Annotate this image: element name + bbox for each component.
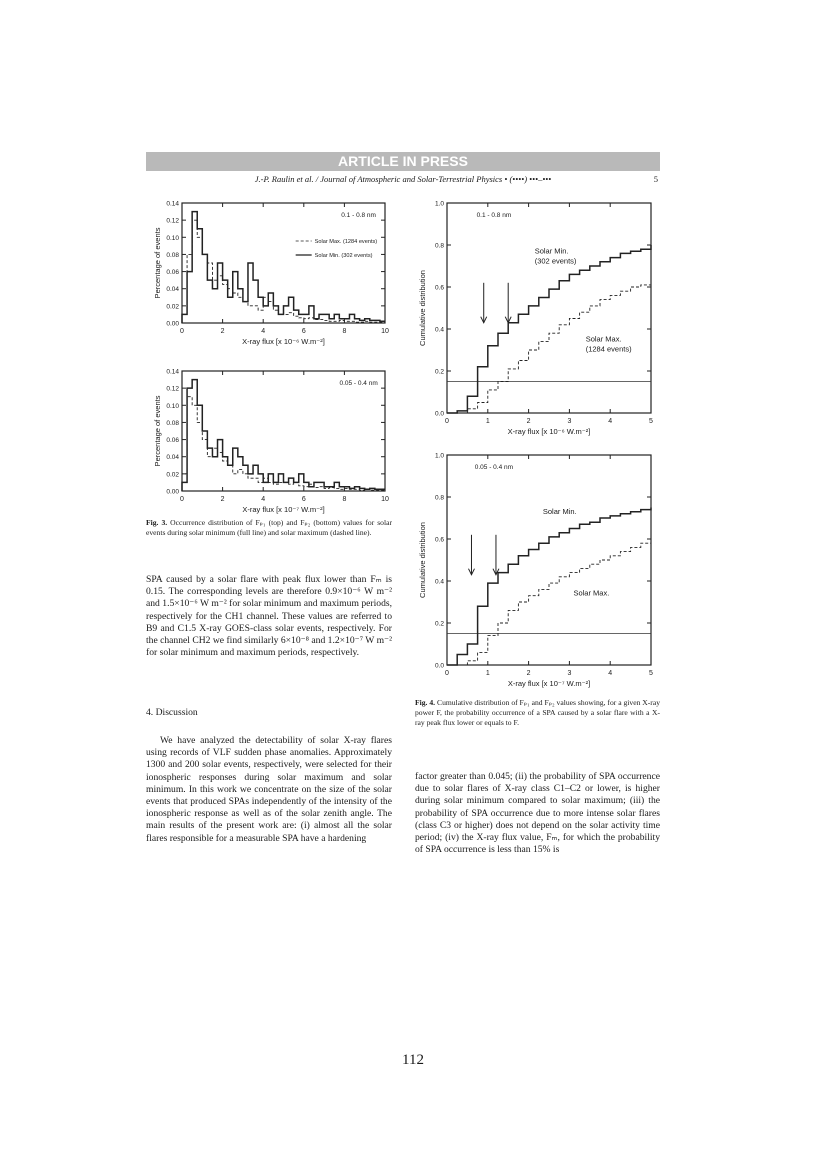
x-tick-label: 3 (567, 418, 572, 425)
y-tick-label: 0.0 (434, 662, 444, 670)
histogram-chart-top (150, 195, 395, 355)
series-label: (1284 events) (585, 344, 632, 354)
y-tick-label: 0.14 (166, 368, 179, 376)
y-tick-label: 0.10 (166, 234, 179, 242)
series-label: (302 events) (534, 256, 577, 266)
figure-4-top (413, 195, 663, 448)
x-tick-label: 8 (342, 328, 347, 335)
cumulative-chart-bottom (413, 447, 663, 695)
x-tick-label: 1 (485, 670, 490, 677)
x-tick-label: 0 (445, 670, 449, 677)
y-axis-label: Cumulative distribution (418, 270, 427, 346)
page-number: 112 (402, 1052, 424, 1068)
series-label: Solar Max. (573, 588, 610, 598)
x-tick-label: 1 (485, 418, 490, 425)
y-axis-label: Percentage of events (153, 395, 162, 467)
y-tick-label: 0.12 (166, 385, 179, 393)
figure-3-caption-text: Occurrence distribution of Fₚ₁ (top) and Fₚ₂ (bottom) values for solar events during solar minimum (full line) and solar maximum (dashed line). (146, 518, 392, 538)
histogram-chart-bottom (150, 363, 395, 523)
y-tick-label: 0.02 (166, 303, 179, 311)
x-axis-label: X-ray flux [x 10⁻⁷ W.m⁻²] (242, 505, 325, 514)
y-tick-label: 0.02 (166, 471, 179, 479)
series-line-2 (182, 380, 385, 491)
series-line-2 (447, 539, 651, 665)
plot-frame (182, 371, 385, 491)
x-tick-label: 10 (381, 496, 389, 503)
y-tick-label: 0.0 (434, 410, 444, 418)
legend-label: Solar Min. (302 events) (314, 253, 373, 259)
wavelength-annotation: 0.1 - 0.8 nm (476, 212, 512, 219)
x-tick-label: 6 (301, 496, 306, 503)
x-tick-label: 6 (301, 328, 306, 335)
section-heading: 4. Discussion (146, 707, 198, 718)
y-tick-label: 0.08 (166, 419, 179, 427)
x-tick-label: 4 (261, 328, 266, 335)
y-tick-label: 0.6 (434, 284, 444, 292)
figure-4-bottom (413, 447, 663, 700)
x-axis-label: X-ray flux [x 10⁻⁶ W.m⁻²] (242, 337, 325, 346)
y-tick-label: 0.6 (434, 536, 444, 544)
running-head-text: J.-P. Raulin et al. / Journal of Atmospheric and Solar-Terrestrial Physics • (••••) •••–••• (254, 174, 552, 184)
y-tick-label: 0.12 (166, 217, 179, 225)
y-tick-label: 0.8 (434, 242, 444, 250)
x-tick-label: 2 (526, 418, 531, 425)
article-in-press-banner: ARTICLE IN PRESS (146, 152, 660, 171)
figure-3-label: Fig. 3. (146, 518, 168, 527)
x-tick-label: 4 (608, 670, 613, 677)
y-tick-label: 0.4 (434, 326, 444, 334)
figure-3-bottom (150, 363, 395, 528)
journal-page-number: 5 (653, 174, 658, 184)
y-tick-label: 0.08 (166, 251, 179, 259)
figure-4-label: Fig. 4. (415, 698, 436, 707)
figure-4-caption (415, 698, 660, 729)
series-label: Solar Min. (542, 506, 577, 516)
y-axis-label: Percentage of events (153, 227, 162, 299)
y-tick-label: 0.2 (434, 620, 444, 628)
x-tick-label: 3 (567, 670, 572, 677)
right-column-paragraph (415, 771, 660, 856)
x-tick-label: 4 (261, 496, 266, 503)
x-tick-label: 10 (381, 328, 389, 335)
wavelength-annotation: 0.05 - 0.4 nm (339, 380, 378, 387)
x-tick-label: 2 (526, 670, 531, 677)
y-tick-label: 0.4 (434, 578, 444, 586)
y-tick-label: 0.00 (166, 320, 179, 328)
x-tick-label: 5 (649, 670, 653, 677)
running-head (146, 174, 660, 186)
legend-label: Solar Max. (1284 events) (314, 239, 378, 245)
y-tick-label: 0.06 (166, 269, 179, 277)
figure-3-caption (146, 518, 392, 538)
y-tick-label: 0.04 (166, 454, 179, 462)
y-tick-label: 0.10 (166, 402, 179, 410)
x-tick-label: 2 (220, 328, 225, 335)
left-column-paragraph-2 (146, 735, 392, 845)
figure-3-top (150, 195, 395, 360)
y-tick-label: 1.0 (434, 200, 444, 208)
x-tick-label: 8 (342, 496, 347, 503)
series-label: Solar Max. (585, 334, 622, 344)
x-tick-label: 5 (649, 418, 653, 425)
x-tick-label: 0 (445, 418, 449, 425)
y-axis-label: Cumulative distribution (418, 522, 427, 598)
wavelength-annotation: 0.05 - 0.4 nm (474, 464, 514, 471)
y-tick-label: 0.2 (434, 368, 444, 376)
series-line-1 (447, 245, 651, 413)
wavelength-annotation: 0.1 - 0.8 nm (341, 212, 376, 219)
x-tick-label: 2 (220, 496, 225, 503)
x-tick-label: 0 (180, 328, 184, 335)
y-tick-label: 0.04 (166, 286, 179, 294)
left-column-paragraph-1 (146, 574, 392, 659)
series-label: Solar Min. (534, 246, 569, 256)
y-tick-label: 0.06 (166, 437, 179, 445)
y-tick-label: 1.0 (434, 452, 444, 460)
x-tick-label: 0 (180, 496, 184, 503)
figure-4-caption-text: Cumulative distribution of Fₚ₁ and Fₚ₂ values showing, for a given X-ray power F, the probability occurrence of a SPA caused by a solar flare with a X-ray peak flux lower or equals to F. (415, 698, 661, 728)
cumulative-chart-top (413, 195, 663, 443)
x-axis-label: X-ray flux [x 10⁻⁷ W.m⁻²] (507, 679, 591, 688)
x-axis-label: X-ray flux [x 10⁻⁶ W.m⁻²] (507, 427, 591, 436)
paragraph-text: SPA caused by a solar flare with peak flux lower than Fₘ is 0.15. The corresponding levels are therefore 0.9×10⁻⁶ W m⁻² and 1.5×10⁻⁶ W m⁻² for solar minimum and maximum periods, respectively for the CH1 channel. These values are referred to B9 and C1.5 X-ray GOES-class solar events, respectively. For the channel CH2 we find similarly 6×10⁻⁸ and 1.2×10⁻⁷ W m⁻² for solar minimum and maximum periods, respectively. (146, 574, 392, 659)
x-tick-label: 4 (608, 418, 613, 425)
paragraph-text: We have analyzed the detectability of solar X-ray flares using records of VLF sudden phase anomalies. Approximately 1300 and 200 solar events, respectively, were selected for their ionospheric responses during solar maximum and solar minimum. In this work we concentrate on the size of the solar events that produced SPAs independently of the intensity of the ionospheric response as well as of the solar zenith angle. The main results of the present work are: (i) almost all the solar flares responsible for a measurable SPA have a hardening (146, 735, 392, 844)
y-tick-label: 0.8 (434, 494, 444, 502)
y-tick-label: 0.00 (166, 488, 179, 496)
y-tick-label: 0.14 (166, 200, 179, 208)
paragraph-text: factor greater than 0.045; (ii) the probability of SPA occurrence due to solar flares of X-ray class C1–C2 or lower, is higher during solar minimum compared to solar maximum; (iii) the probability of SPA occurrence due to more intense solar flares (class C3 or higher) does not depend on the solar activity time period; (iv) the X-ray flux value, Fₘ, for which the probability of SPA occurrence is less than 15% is (415, 771, 660, 856)
